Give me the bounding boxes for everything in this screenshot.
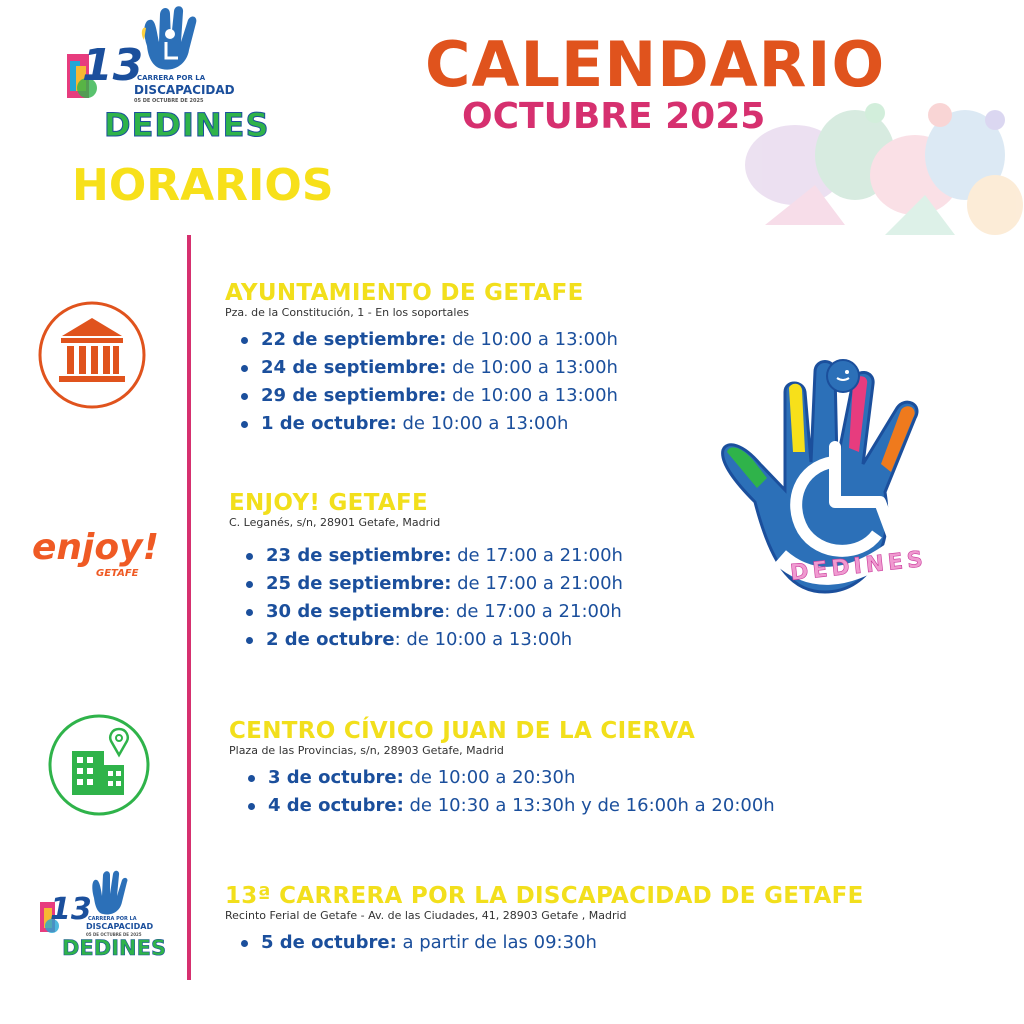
list-item — [239, 410, 618, 438]
time-label: de 10:00 a 20:30h — [403, 767, 576, 788]
hand-logo-brand: DEDINES — [789, 546, 928, 587]
section-title: CENTRO CÍVICO JUAN DE LA CIERVA — [229, 718, 696, 744]
race-logo-line1: CARRERA POR LA — [137, 74, 206, 82]
bullet-icon — [241, 393, 248, 400]
date-label: 24 de septiembre: — [261, 357, 447, 378]
date-list — [239, 929, 864, 957]
time-label: : de 10:00 a 13:00h — [394, 629, 573, 650]
date-label: 3 de octubre: — [268, 767, 404, 788]
time-label: de 10:30 a 13:30h y de 16:00h a 20:00h — [403, 795, 775, 816]
time-label: de 17:00 a 21:00h — [451, 545, 623, 566]
section-heading-horarios: HORARIOS — [72, 160, 334, 211]
section-address: C. Leganés, s/n, 28901 Getafe, Madrid — [229, 516, 441, 529]
date-list — [246, 764, 775, 820]
list-item — [239, 382, 618, 410]
hand-logo — [715, 352, 950, 607]
date-label: 25 de septiembre: — [266, 573, 452, 594]
time-label: de 10:00 a 13:00h — [446, 329, 618, 350]
list-item — [244, 570, 623, 598]
race-logo-small-dates: 05 DE OCTUBRE DE 2025 — [86, 932, 142, 937]
enjoy-logo-city: GETAFE — [96, 568, 139, 579]
list-item — [239, 929, 864, 957]
list-item — [239, 354, 618, 382]
list-item — [239, 326, 618, 354]
bullet-icon — [241, 421, 248, 428]
race-logo-small-line2: DISCAPACIDAD — [86, 922, 154, 931]
race-logo — [62, 6, 270, 148]
section-address: Pza. de la Constitución, 1 - En los soportales — [225, 306, 469, 319]
bullet-icon — [248, 803, 255, 810]
section-title: AYUNTAMIENTO DE GETAFE — [225, 280, 584, 306]
race-logo-dates: 05 DE OCTUBRE DE 2025 — [134, 98, 204, 104]
date-label: 2 de octubre — [266, 629, 395, 650]
list-item — [246, 792, 775, 820]
section-enjoy-getafe — [229, 490, 623, 654]
bullet-icon — [246, 609, 253, 616]
enjoy-logo-word: enjoy! — [32, 527, 160, 568]
date-list — [239, 326, 618, 438]
bullet-icon — [241, 337, 248, 344]
race-logo-small-number: 13 — [50, 892, 92, 927]
town-hall-icon — [37, 300, 147, 410]
date-label: 5 de octubre: — [261, 932, 397, 953]
bullet-icon — [246, 553, 253, 560]
enjoy-logo — [32, 528, 162, 588]
time-label: de 10:00 a 13:00h — [446, 357, 618, 378]
date-label: 4 de octubre: — [268, 795, 404, 816]
race-logo-small — [36, 870, 167, 965]
page-title: CALENDARIO — [425, 28, 886, 101]
date-label: 30 de septiembre — [266, 601, 445, 622]
time-label: de 10:00 a 13:00h — [396, 413, 569, 434]
section-centro-civico — [229, 718, 775, 820]
list-item — [246, 764, 775, 792]
race-logo-brand: DEDINES — [104, 106, 270, 144]
race-logo-number: 13 — [82, 40, 144, 91]
section-ayuntamiento — [225, 280, 618, 438]
bullet-icon — [241, 940, 248, 947]
date-label: 29 de septiembre: — [261, 385, 447, 406]
list-item — [244, 542, 623, 570]
bullet-icon — [241, 365, 248, 372]
page-subtitle: OCTUBRE 2025 — [462, 96, 766, 137]
section-title: 13ª CARRERA POR LA DISCAPACIDAD DE GETAFE — [225, 883, 864, 909]
section-address: Recinto Ferial de Getafe - Av. de las Ciudades, 41, 28903 Getafe , Madrid — [225, 909, 627, 922]
section-address: Plaza de las Provincias, s/n, 28903 Getafe, Madrid — [229, 744, 504, 757]
building-location-icon — [47, 713, 151, 817]
time-label: a partir de las 09:30h — [396, 932, 597, 953]
bullet-icon — [246, 637, 253, 644]
time-label: : de 17:00 a 21:00h — [444, 601, 622, 622]
list-item — [244, 598, 623, 626]
date-label: 1 de octubre: — [261, 413, 397, 434]
section-title: ENJOY! GETAFE — [229, 490, 429, 516]
list-item — [244, 626, 623, 654]
time-label: de 17:00 a 21:00h — [451, 573, 623, 594]
race-logo-line2: DISCAPACIDAD — [134, 83, 235, 97]
time-label: de 10:00 a 13:00h — [446, 385, 618, 406]
bullet-icon — [248, 775, 255, 782]
date-label: 23 de septiembre: — [266, 545, 452, 566]
section-carrera — [225, 883, 864, 957]
race-logo-small-line1: CARRERA POR LA — [88, 916, 137, 922]
date-list — [244, 542, 623, 654]
date-label: 22 de septiembre: — [261, 329, 447, 350]
runners-decoration-icon — [735, 95, 1024, 245]
bullet-icon — [246, 581, 253, 588]
timeline-line — [187, 235, 191, 980]
race-logo-small-brand: DEDINES — [62, 936, 167, 960]
